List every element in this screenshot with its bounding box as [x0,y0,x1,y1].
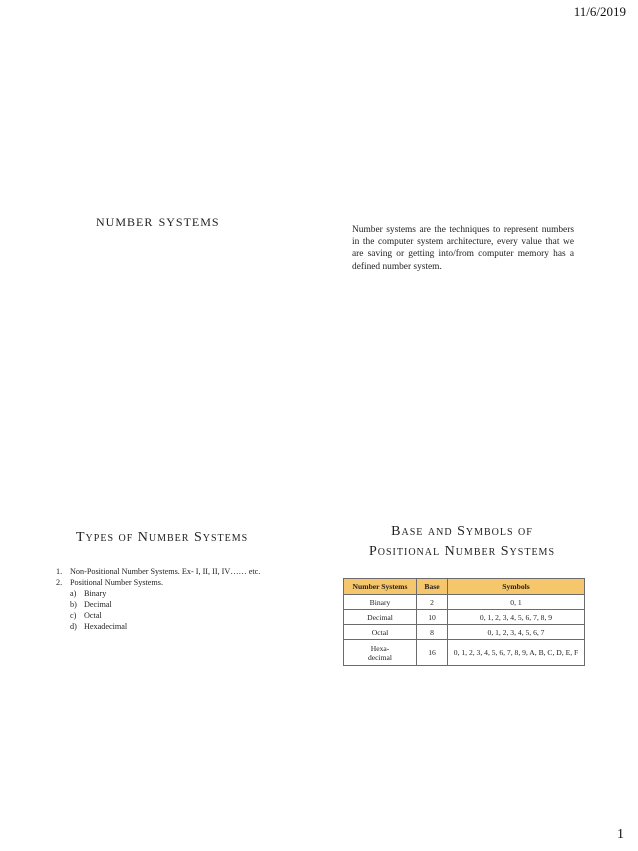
table-row [344,610,585,625]
header-base: Base [417,579,448,595]
number-system-types-list [56,566,260,632]
header-symbols: Symbols [448,579,585,595]
cell-symbols: 0, 1, 2, 3, 4, 5, 6, 7 [448,625,585,640]
slide4-title-line2: Positional Number Systems [368,544,556,559]
list-item [56,566,260,577]
cell-base: 10 [417,610,448,625]
cell-system: Octal [344,625,417,640]
page-number: 1 [617,827,624,842]
list-item-number: 1. [56,567,63,576]
list-subitem-text: Binary [84,589,107,598]
list-subitem [56,610,260,621]
cell-system: Binary [344,595,417,610]
slide2-body-text: Number systems are the techniques to represent numbers in the computer system architecture, every value that we are saving or getting into/from computer memory has a defined number system. [352,225,574,272]
slide4-title-line1: Base and Symbols of [391,524,533,539]
slide1-title: number systems [96,211,220,230]
list-subitem [56,599,260,610]
list-subitem-letter: c) [70,611,77,620]
list-item-text: Non-Positional Number Systems. Ex- I, II, II, IV…… etc. [70,567,261,576]
table-row [344,625,585,640]
cell-base: 8 [417,625,448,640]
list-subitem-letter: d) [70,622,77,631]
cell-system: Decimal [344,610,417,625]
list-item-number: 2. [56,578,63,587]
cell-base: 2 [417,595,448,610]
slide3-title: Types of Number Systems [76,530,249,545]
list-subitem-text: Octal [84,611,102,620]
cell-symbols: 0, 1, 2, 3, 4, 5, 6, 7, 8, 9, A, B, C, D, E, F [448,640,585,666]
slide4-title [342,522,582,562]
list-item [56,577,260,588]
list-subitem-text: Decimal [84,600,112,609]
date-header: 11/6/2019 [573,4,626,19]
table-row [344,640,585,666]
cell-system: Hexa- decimal [344,640,417,666]
list-subitem [56,588,260,599]
header-number-systems: Number Systems [344,579,417,595]
list-subitem [56,621,260,632]
list-subitem-letter: a) [70,589,77,598]
table-row [344,595,585,610]
base-symbols-table [343,578,585,666]
table-header-row [344,579,585,595]
cell-symbols: 0, 1 [448,595,585,610]
cell-symbols: 0, 1, 2, 3, 4, 5, 6, 7, 8, 9 [448,610,585,625]
list-item-text: Positional Number Systems. [70,578,164,587]
cell-base: 16 [417,640,448,666]
list-subitem-letter: b) [70,600,77,609]
list-subitem-text: Hexadecimal [84,622,128,631]
